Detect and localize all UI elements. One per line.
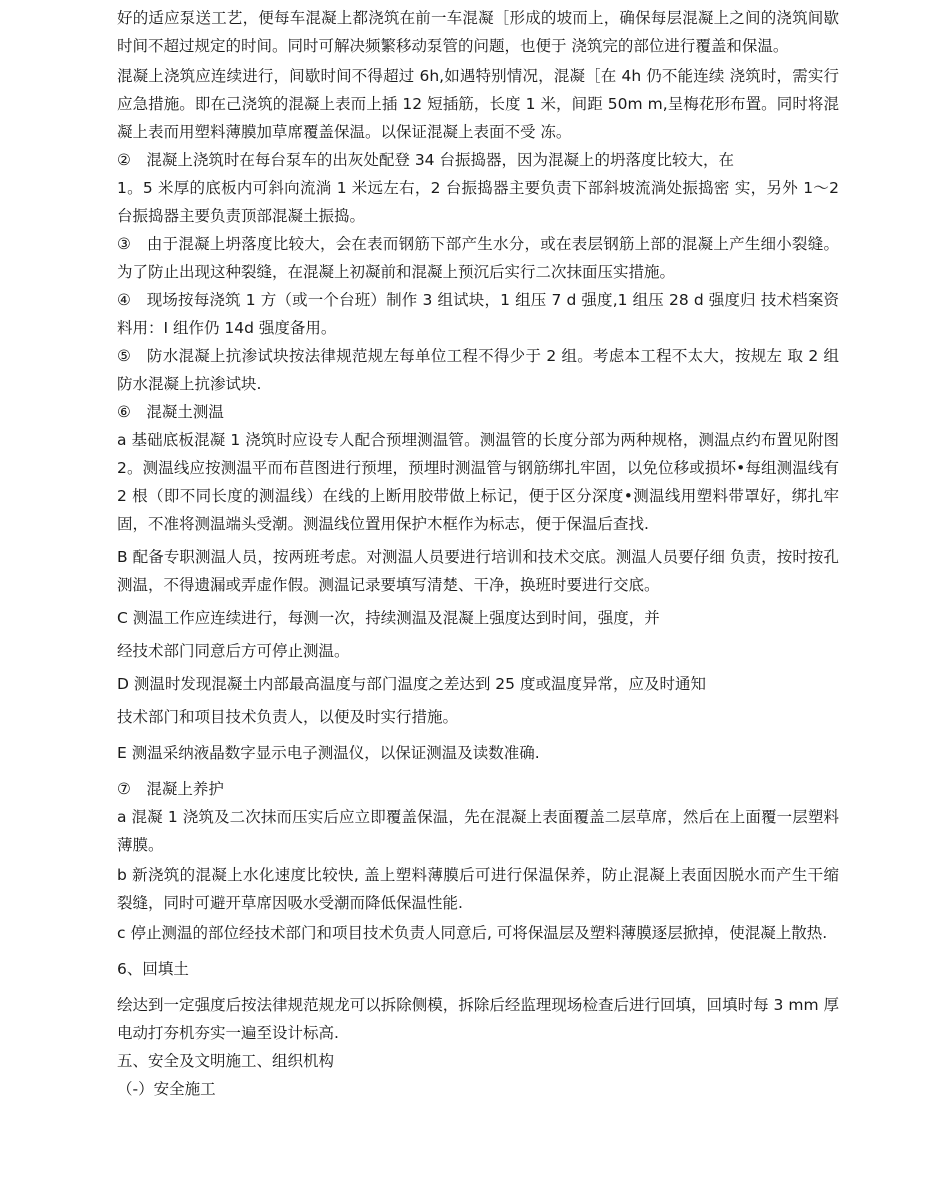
paragraph-pumping-process: 好的适应泵送工艺，便每车混凝上都浇筑在前一车混凝［形成的坡而上，确保每层混凝上之间的浇筑间歇时间不超过规定的时间。同时可解决频繁移动泵管的问题，也便于 浇筑完的部位进行覆盖和保温。 bbox=[117, 9, 839, 55]
paragraph-temperature-e: E 测温采纳液晶数字显示电子测温仪，以保证测温及读数准确. bbox=[117, 744, 540, 762]
paragraph-curing-c: c 停止测温的部位经技术部门和项目技术负责人同意后, 可将保温层及塑料薄膜逐层掀掉，使混凝上散热. bbox=[117, 924, 828, 942]
heading-item-7-curing: ⑦ 混凝上养护 bbox=[117, 780, 224, 798]
paragraph-backfill: 绘达到一定强度后按法律规范规龙可以拆除侧模，拆除后经监理现场检查后进行回填，回填时每 3 mm 厚电动打夯机夯实一遍至设计标高. bbox=[117, 996, 839, 1042]
paragraph-temperature-b: B 配备专职测温人员，按两班考虑。对测温人员要进行培训和技术交底。测温人员要仔细 负责，按时按孔测温，不得遗漏或弄虚作假。测温记录要填写清楚、干净，换班时要进行交底。 bbox=[117, 548, 839, 594]
paragraph-item-3-cracks: ③ 由于混凝上坍落度比较大，会在表而钢筋下部产生水分，或在表层钢筋上部的混凝上产生细小裂缝。为了防止出现这种裂缝，在混凝上初凝前和混凝上预沉后实行二次抹面压实措施。 bbox=[117, 235, 839, 281]
paragraph-temperature-d: D 测温时发现混凝土内部最高温度与部门温度之差达到 25 度或温度异常，应及时通知 bbox=[117, 675, 706, 693]
paragraph-temperature-c-continued: 经技术部门同意后方可停止测温。 bbox=[117, 642, 350, 660]
paragraph-curing-b: b 新浇筑的混凝上水化速度比较快, 盖上塑料薄膜后可进行保温保养，防止混凝上表面因脱水而产生干缩裂缝，同时可避开草席因吸水受潮而降低保温性能. bbox=[117, 866, 839, 912]
paragraph-item-4-test-blocks: ④ 现场按每浇筑 1 方（或一个台班）制作 3 组试块，1 组压 7 d 强度,1 组压 28 d 强度归 技术档案资料用：I 组作仍 14d 强度备用。 bbox=[117, 291, 839, 337]
heading-section-6-backfill: 6、回填土 bbox=[117, 960, 189, 978]
heading-safety-construction: （-）安全施工 bbox=[117, 1080, 216, 1098]
paragraph-temperature-c: C 测温工作应连续进行，每测一次，持续测温及混凝上强度达到时间，强度，并 bbox=[117, 609, 660, 627]
paragraph-continuous-pouring: 混凝上浇筑应连续进行，间歇时间不得超过 6h,如遇特别情况，混凝［在 4h 仍不能连续 浇筑时，需实行应急措施。即在己浇筑的混凝上表而上插 12 短插筋，长度 1 米，间距 50m m,呈梅花形布置。同时将混凝上表而用塑料薄膜加草席覆盖保温。以保证混凝上表面不受 冻。 bbox=[117, 67, 839, 141]
heading-chapter-5-safety: 五、安全及文明施工、组织机构 bbox=[117, 1052, 335, 1070]
heading-item-6-temperature: ⑥ 混凝土测温 bbox=[117, 403, 224, 421]
paragraph-vibrators-continued: 1。5 米厚的底板内可斜向流淌 1 米远左右，2 台振捣器主要负责下部斜坡流淌处振捣密 实，另外 1〜2 台振捣器主要负责顶部混凝土振捣。 bbox=[117, 179, 839, 225]
paragraph-item-5-impermeability: ⑤ 防水混凝上抗渗试块按法律规范规左每单位工程不得少于 2 组。考虑本工程不太大，按规左 取 2 组防水混凝上抗渗试块. bbox=[117, 347, 839, 393]
document-body bbox=[117, 4, 839, 1103]
paragraph-temperature-a: a 基础底板混凝 1 浇筑时应设专人配合预埋测温管。测温管的长度分部为两种规格，测温点约布置见附图 2。测温线应按测温平而布苣图进行预埋，预埋时测温管与钢筋绑扎牢固，以免位移或损坏•每组测温线有 2 根（即不同长度的测温线）在线的上断用胶带做上标记，便于区分深度•测温线用塑料带罩好，绑扎牢固，不准将测温端头受潮。测温线位置用保护木框作为标志，便于保温后查找. bbox=[117, 431, 839, 533]
paragraph-curing-a: a 混凝 1 浇筑及二次抹而压实后应立即覆盖保温，先在混凝上表面覆盖二层草席，然后在上面覆一层塑料薄膜。 bbox=[117, 808, 839, 854]
paragraph-item-2-vibrators: ② 混凝上浇筑时在每台泵车的出灰处配登 34 台振捣器，因为混凝上的坍落度比较大，在 bbox=[117, 151, 734, 169]
paragraph-temperature-d-continued: 技术部门和项目技术负责人，以便及时实行措施。 bbox=[117, 708, 459, 726]
